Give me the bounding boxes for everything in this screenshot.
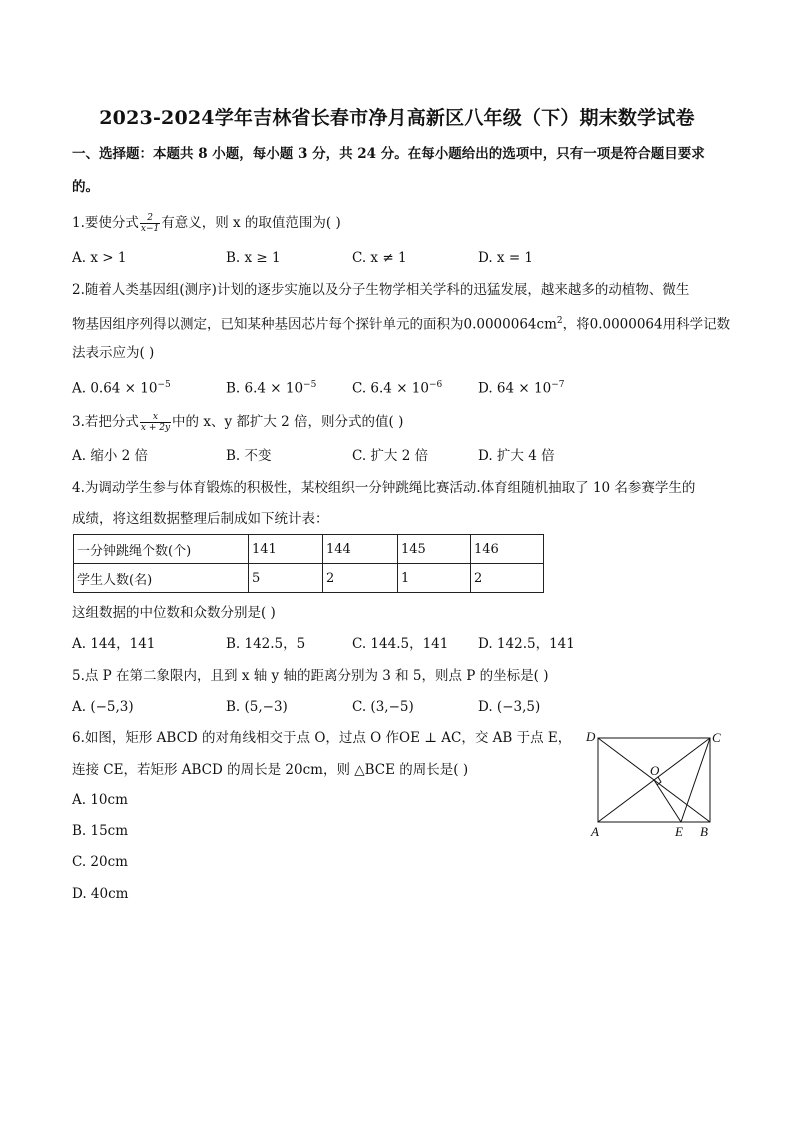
question-4-prompt: 这组数据的中位数和众数分别是( ) [72, 605, 276, 621]
segment-oe [654, 780, 681, 822]
table-cell: 一分钟跳绳个数(个) [74, 535, 249, 564]
section-heading: 一、选择题：本题共 8 小题，每小题 3 分，共 24 分。在每小题给出的选项中，只有一项是符合题目要求 [72, 146, 705, 162]
question-2-line1: 2.随着人类基因组(测序)计划的逐步实施以及分子生物学相关学科的迅猛发展，越来越多的动植物、微生 [72, 282, 690, 298]
label-d: D [586, 729, 596, 744]
q3-option-a: A. 缩小 2 倍 [72, 448, 149, 464]
table-cell: 5 [249, 564, 323, 593]
q5-option-d: D. (−3,5) [478, 699, 541, 715]
q3-option-d: D. 扩大 4 倍 [478, 448, 555, 464]
question-2-line3: 法表示应为( ) [72, 345, 155, 361]
question-4-line2: 成绩，将这组数据整理后制成如下统计表： [72, 511, 329, 527]
label-b: B [700, 824, 708, 839]
question-6-line1: 6.如图，矩形 ABCD 的对角线相交于点 O，过点 O 作OE ⊥ AC，交 AB 于点 E， [72, 730, 572, 746]
fraction-1: $\frac{2}{x-1}$ [140, 213, 160, 234]
table-cell: 学生人数(名) [74, 564, 249, 593]
q2-option-c: C. $6.4 \times 10^{-6}$ [352, 380, 443, 397]
question-1-post: 有意义，则 x 的取值范围为( ) [161, 215, 341, 231]
q5-option-b: B. (5,−3) [226, 699, 288, 715]
q3-option-b: B. 不变 [226, 448, 272, 464]
table-cell: 1 [398, 564, 471, 593]
table-row [74, 564, 544, 593]
fraction-3: $\frac{x}{x + 2y}$ [140, 412, 171, 433]
label-c: C [712, 730, 721, 745]
right-angle-mark [657, 777, 661, 785]
q6-option-c: C. 20cm [72, 854, 128, 870]
rectangle-figure [582, 728, 732, 840]
q4-option-c: C. 144.5，141 [352, 636, 449, 652]
q5-option-a: A. (−5,3) [72, 699, 134, 715]
q5-option-c: C. (3,−5) [352, 699, 414, 715]
question-5: 5.点 P 在第二象限内，且到 x 轴 y 轴的距离分别为 3 和 5，则点 P 的坐标是( ) [72, 668, 549, 684]
question-1 [72, 213, 341, 234]
table-cell: 141 [249, 535, 323, 564]
q6-option-b: B. 15cm [72, 823, 129, 839]
q2-option-b: B. $6.4 \times 10^{-5}$ [226, 380, 317, 397]
table-cell: 2 [323, 564, 398, 593]
label-e: E [675, 824, 683, 839]
question-3: 3.若把分式 $\frac{x}{x + 2y}$ 中的 x、y 都扩大 2 倍，则分式的值( ) [72, 412, 404, 433]
q4-option-d: D. 142.5，141 [478, 636, 575, 652]
q4-option-b: B. 142.5，5 [226, 636, 306, 652]
page-title: 2023-2024学年吉林省长春市净月高新区八年级（下）期末数学试卷 [99, 107, 695, 129]
q2-option-a: A. $0.64 \times 10^{-5}$ [72, 380, 171, 397]
table-cell: 146 [471, 535, 544, 564]
q6-option-d: D. 40cm [72, 886, 129, 902]
question-6-line2: 连接 CE，若矩形 ABCD 的周长是 20cm，则 △BCE 的周长是( ) [72, 762, 469, 778]
q4-option-a: A. 144，141 [72, 636, 156, 652]
question-4-line1: 4.为调动学生参与体育锻炼的积极性，某校组织一分钟跳绳比赛活动.体育组随机抽取了 10 名参赛学生的 [72, 480, 696, 496]
q2-option-d: D. $64 \times 10^{-7}$ [478, 380, 565, 397]
section-heading-cont: 的。 [72, 179, 99, 195]
q6-option-a: A. 10cm [72, 792, 128, 808]
label-a: A [591, 824, 599, 839]
table-cell: 145 [398, 535, 471, 564]
q3-option-c: C. 扩大 2 倍 [352, 448, 429, 464]
q1-option-d: D. x = 1 [478, 250, 534, 266]
question-2-line2: 物基因组序列得以测定，已知某种基因芯片每个探针单元的面积为$0.0000064cm^2$，将0.0000064用科学记数 [72, 316, 731, 333]
table-row [74, 535, 544, 564]
segment-ce [681, 738, 710, 822]
q1-option-b: B. x ≥ 1 [226, 250, 281, 266]
q1-option-a: A. x > 1 [72, 250, 127, 266]
stats-table [73, 534, 544, 593]
table-cell: 144 [323, 535, 398, 564]
table-cell: 2 [471, 564, 544, 593]
q1-option-c: C. x ≠ 1 [352, 250, 407, 266]
question-1-pre: 1.要使分式 [72, 215, 139, 231]
label-o: O [650, 763, 660, 778]
